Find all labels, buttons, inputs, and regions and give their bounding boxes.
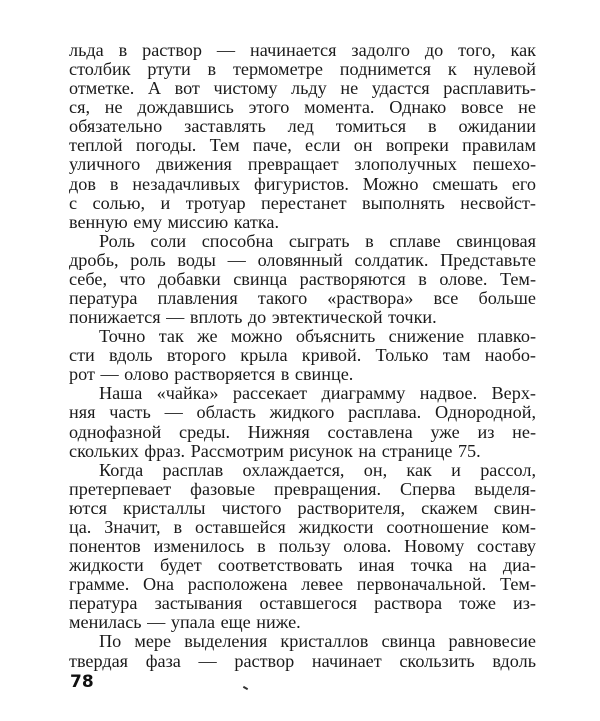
text-line: ются кристаллы чистого растворителя, скажем свин- [69, 497, 536, 518]
text-line: няя часть — область жидкого расплава. Однородной, [69, 402, 536, 423]
text-line: ца. Значит, в оставшейся жидкости соотношение ком- [69, 516, 536, 537]
paragraph [69, 632, 536, 670]
text-line: грамме. Она расположена левее первоначальной. Тем- [69, 574, 536, 595]
paragraph [69, 327, 536, 384]
paragraph [69, 232, 536, 327]
text-line: теплой погоды. Тем паче, если он вопреки правилам [69, 135, 536, 156]
paragraph [69, 461, 536, 633]
text-line: с солью, и тротуар перестанет выполнять несвойст- [69, 192, 536, 213]
paragraph [69, 384, 536, 460]
text-line: понентов изменилось в пользу олова. Новому составу [69, 536, 536, 557]
text-line: менилась — упала еще ниже. [69, 612, 301, 633]
text-line: Роль соли способна сыграть в сплаве свинцовая [99, 230, 536, 251]
text-line: дробь, роль воды — оловянный солдатик. Представьте [69, 249, 536, 270]
text-line: уличного движения превращает злополучных пешехо- [69, 154, 536, 175]
paragraph [69, 41, 536, 232]
text-line: отметке. А вот чистому льду не удастся расплавить- [69, 78, 536, 99]
text-line: пература застывания оставшегося раствора тоже из- [69, 593, 536, 614]
text-line: рот — олово растворяется в свинце. [69, 364, 354, 385]
text-line: твердая фаза — раствор начинает скользить вдоль [69, 650, 536, 671]
text-line: Когда расплав охлаждается, он, как и рассол, [99, 459, 536, 480]
text-line: сти вдоль второго крыла кривой. Только там наобо- [69, 345, 536, 366]
text-line: жидкости будет соответствовать иная точка на диа- [69, 555, 536, 576]
text-line: скольких фраз. Рассмотрим рисунок на странице 75. [69, 440, 481, 461]
text-line: венную ему миссию катка. [69, 211, 280, 232]
text-line: дов в незадачливых фигуристов. Можно смешать его [69, 173, 536, 194]
page-number: 78 [70, 672, 94, 692]
text-line: ся, не дождавшись этого момента. Однако вовсе не [69, 97, 536, 118]
text-line: Наша «чайка» рассекает диаграмму надвое. Верх- [99, 383, 536, 404]
text-line: По мере выделения кристаллов свинца равновесие [99, 631, 536, 652]
text-line: обязательно заставлять лед томиться в ожидании [69, 116, 536, 137]
text-line: себе, что добавки свинца растворяются в олове. Тем- [69, 268, 536, 289]
page-text [69, 41, 536, 671]
text-line: претерпевает фазовые превращения. Сперва выделя- [69, 478, 536, 499]
text-line: Точно так же можно объяснить снижение плавко- [99, 326, 536, 347]
print-speck [243, 686, 248, 690]
text-line: понижается — вплоть до эвтектической точки. [69, 307, 437, 328]
text-line: однофазной среды. Нижняя составлена уже из не- [69, 421, 536, 442]
text-line: столбик ртути в термометре поднимется к нулевой [69, 59, 536, 80]
text-line: льда в раствор — начинается задолго до того, как [69, 40, 536, 60]
text-line: пература плавления такого «раствора» все больше [69, 288, 536, 309]
